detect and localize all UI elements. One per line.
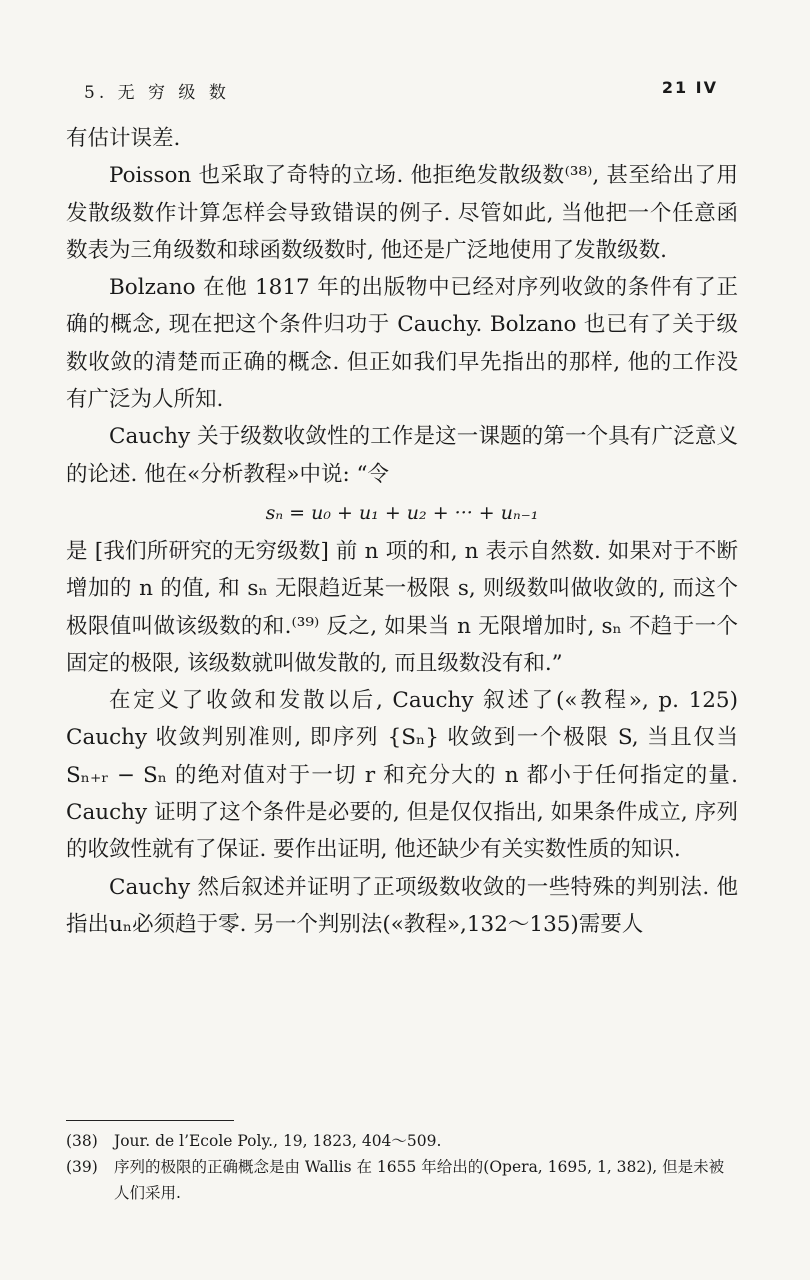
- paragraph-poisson: Poisson 也采取了奇特的立场. 他拒绝发散级数⁽³⁸⁾, 甚至给出了用发散级数作计算怎样会导致错误的例子. 尽管如此, 当他把一个任意函数表为三角级数和球函数级数时, 他还是广泛地使用了发散级数.: [66, 163, 738, 263]
- footnote-38: [66, 1128, 738, 1154]
- running-header: [84, 78, 718, 104]
- paragraph-bolzano: Bolzano 在他 1817 年的出版物中已经对序列收敛的条件有了正确的概念, 现在把这个条件归功于 Cauchy. Bolzano 也已有了关于级数收敛的清楚而正确的概念. 但正如我们早先指出的那样, 他的工作没有广泛为人所知.: [66, 275, 738, 413]
- paragraph-cauchy-intro: Cauchy 关于级数收敛性的工作是这一课题的第一个具有广泛意义的论述. 他在«分析教程»中说: “令: [66, 424, 738, 487]
- paragraph-cauchy-tests: Cauchy 然后叙述并证明了正项级数收敛的一些特殊的判别法. 他指出uₙ必须趋于零. 另一个判别法(«教程»,132～135)需要人: [66, 874, 738, 937]
- section-title: 5. 无 穷 级 数: [84, 83, 230, 103]
- footnote-text: Jour. de l’Ecole Poly., 19, 1823, 404～509.: [114, 1132, 442, 1150]
- footnotes: [66, 1128, 738, 1206]
- page-number: 21 IV: [661, 78, 718, 97]
- main-text: [66, 120, 738, 943]
- paragraph-cauchy-criterion: 在定义了收敛和发散以后, Cauchy 叙述了(«教程», p. 125) Cauchy 收敛判别准则, 即序列 {Sₙ} 收敛到一个极限 S, 当且仅当 Sₙ₊ᵣ − Sₙ 的绝对值对于一切 r 和充分大的 n 都小于任何指定的量. Cauchy 证明了这个条件是必要的, 但是仅仅指出, 如果条件成立, 序列的收敛性就有了保证. 要作出证明, 他还缺少有关实数性质的知识.: [66, 688, 738, 863]
- footnote-39: [66, 1154, 738, 1206]
- footnote-number: (39): [66, 1158, 98, 1176]
- footnote-rule: [66, 1120, 234, 1121]
- paragraph-cauchy-definition: 是 [我们所研究的无穷级数] 前 n 项的和, n 表示自然数. 如果对于不断增加的 n 的值, 和 sₙ 无限趋近某一极限 s, 则级数叫做收敛的, 而这个极限值叫做该级数的和.⁽³⁹⁾ 反之, 如果当 n 无限增加时, sₙ 不趋于一个固定的极限, 该级数就叫做发散的, 而且级数没有和.”: [66, 538, 738, 676]
- formula-partial-sum: sₙ = u₀ + u₁ + u₂ + ··· + uₙ₋₁: [265, 501, 539, 524]
- footnote-text: 序列的极限的正确概念是由 Wallis 在 1655 年给出的(Opera, 1695, 1, 382), 但是未被人们采用.: [114, 1158, 725, 1202]
- paragraph-continuation: 有估计误差.: [66, 126, 181, 151]
- footnote-number: (38): [66, 1132, 98, 1150]
